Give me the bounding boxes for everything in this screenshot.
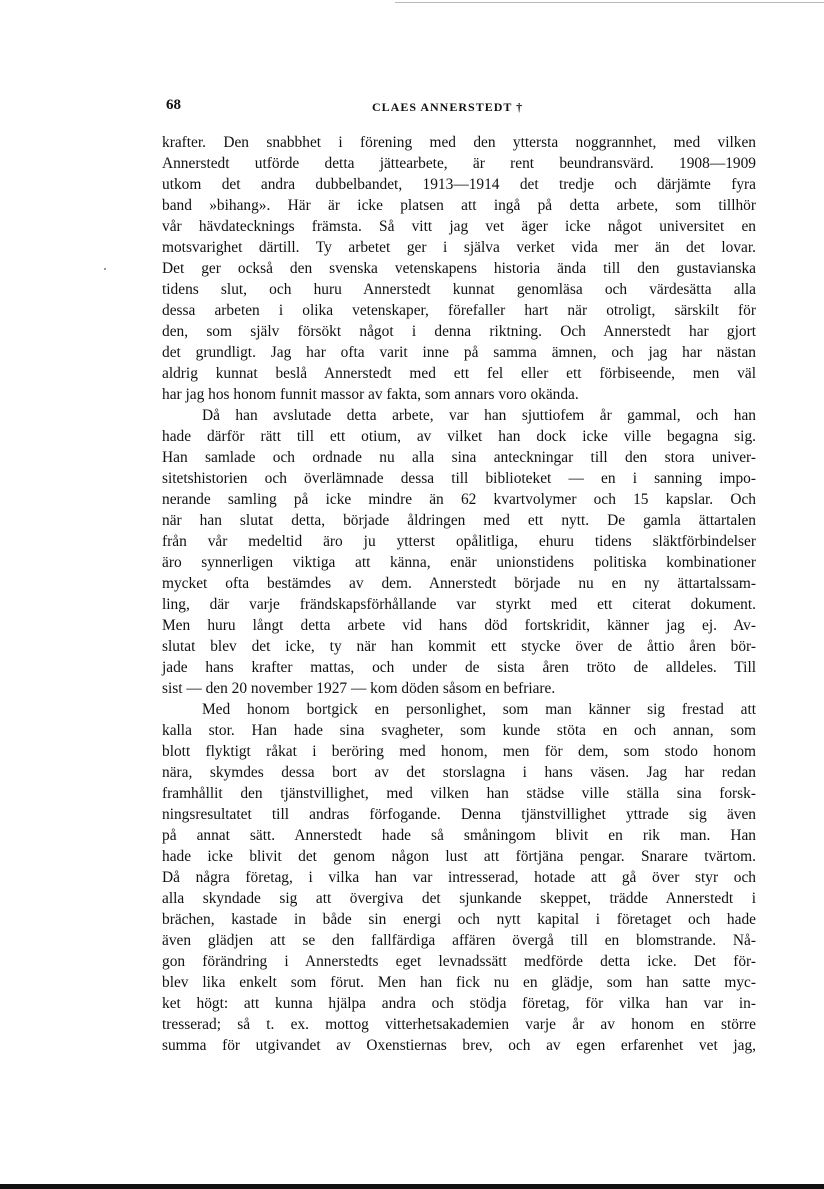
- text-line: tresserad; så t. ex. mottog vitterhetsakademien varje år av honom en större: [162, 1016, 756, 1033]
- text-line: mycket ofta bestämdes av dem. Annerstedt började nu en ny ättartalssam-: [162, 575, 756, 592]
- text-line: Då några företag, i vilka han var intresserad, hotade att gå över styr och: [162, 869, 756, 886]
- text-line: hade därför rätt till ett otium, av vilket han dock icke ville begagna sig.: [162, 428, 756, 445]
- margin-speck: [104, 268, 106, 270]
- page-number: 68: [166, 97, 181, 113]
- text-line: aldrig kunnat beslå Annerstedt med ett fel eller ett förbiseende, men väl: [162, 365, 756, 382]
- text-line: det grundligt. Jag har ofta varit inne på samma ämnen, och jag har nästan: [162, 344, 756, 361]
- text-line: alla skyndade sig att övergiva det sjunkande skeppet, trädde Annerstedt i: [162, 890, 756, 907]
- text-line: när han slutat detta, började åldringen med ett nytt. De gamla ättartalen: [162, 512, 756, 529]
- text-line: band »bihang». Här är icke platsen att ingå på detta arbete, som tillhör: [162, 197, 756, 214]
- text-line: även glädjen att se den fallfärdiga affären övergå till en blomstrande. Nå-: [162, 932, 756, 949]
- text-line: ningsresultatet till andras förfogande. Denna tjänstvillighet yttrade sig även: [162, 806, 756, 823]
- text-line: den, som själv försökt något i denna riktning. Och Annerstedt har gjort: [162, 323, 756, 340]
- text-line: Men huru långt detta arbete vid hans död fortskridit, känner jag ej. Av-: [162, 617, 756, 634]
- text-line: jade hans krafter mattas, och under de sista åren tröto de alldeles. Till: [162, 659, 756, 676]
- text-line: framhållit den tjänstvillighet, med vilken han städse ville ställa sina forsk-: [162, 785, 756, 802]
- text-line: Annerstedt utförde detta jättearbete, är rent beundransvärd. 1908—1909: [162, 155, 756, 172]
- text-line: tidens slut, och huru Annerstedt kunnat genomläsa och värdesätta alla: [162, 281, 756, 298]
- text-line: gon förändring i Annerstedts eget levnadssätt medförde detta icke. Det för-: [162, 953, 756, 970]
- text-line: nära, skymdes dessa bort av det storslagna i hans väsen. Jag har redan: [162, 764, 756, 781]
- page-header: [166, 97, 756, 119]
- text-line: slutat blev det icke, ty när han kommit ett stycke över de åttio åren bör-: [162, 638, 756, 655]
- text-line: hade icke blivit det genom någon lust att förtjäna pengar. Snarare tvärtom.: [162, 848, 756, 865]
- text-line: summa för utgivandet av Oxenstiernas brev, och av egen erfarenhet vet jag,: [162, 1037, 756, 1054]
- text-line: sist — den 20 november 1927 — kom döden såsom en befriare.: [162, 680, 556, 697]
- text-line: dessa arbeten i olika vetenskaper, förefaller hart när otroligt, särskilt för: [162, 302, 756, 319]
- text-line: brächen, kastade in både sin energi och nytt kapital i företaget och hade: [162, 911, 756, 928]
- text-line: Med honom bortgick en personlighet, som man känner sig frestad att: [202, 701, 756, 718]
- text-line: blott flyktigt råkat i beröring med honom, men för dem, som stodo honom: [162, 743, 756, 760]
- text-line: Han samlade och ordnade nu alla sina anteckningar till den stora univer-: [162, 449, 756, 466]
- text-line: krafter. Den snabbhet i förening med den yttersta noggrannhet, med vilken: [162, 134, 756, 151]
- text-line: ling, där varje frändskapsförhållande var styrkt med ett citerat dokument.: [162, 596, 756, 613]
- text-line: Det ger också den svenska vetenskapens historia ända till den gustavianska: [162, 260, 756, 277]
- text-line: sitetshistorien och överlämnade dessa till biblioteket — en i sanning impo-: [162, 470, 756, 487]
- text-line: motsvarighet därtill. Ty arbetet ger i själva verket vida mer än det lovar.: [162, 239, 756, 256]
- text-line: från vår medeltid äro ju ytterst opålitliga, ehuru tidens släktförbindelser: [162, 533, 756, 550]
- text-line: kalla stor. Han hade sina svagheter, som kunde stöta en och annan, som: [162, 722, 756, 739]
- text-line: på annat sätt. Annerstedt hade så småningom blivit en rik man. Han: [162, 827, 756, 844]
- text-line: blev lika enkelt som förut. Men han fick nu en glädje, som han satte myc-: [162, 974, 756, 991]
- text-line: äro synnerligen viktiga att känna, enär unionstidens politiska kombinationer: [162, 554, 756, 571]
- top-edge-rule: [395, 2, 824, 3]
- body-text: [162, 133, 756, 1054]
- text-line: vår hävdatecknings främsta. Så vitt jag vet äger icke något universitet en: [162, 218, 756, 235]
- text-line: Då han avslutade detta arbete, var han sjuttiofem år gammal, och han: [202, 407, 756, 424]
- text-line: utkom det andra dubbelbandet, 1913—1914 det tredje och därjämte fyra: [162, 176, 756, 193]
- bottom-edge-band: [0, 1184, 824, 1189]
- text-line: nerande samling på icke mindre än 62 kvartvolymer och 15 kapslar. Och: [162, 491, 756, 508]
- text-line: ket högt: att kunna hjälpa andra och stödja företag, för vilka han var in-: [162, 995, 756, 1012]
- running-head: CLAES ANNERSTEDT †: [372, 100, 524, 114]
- text-line: har jag hos honom funnit massor av fakta, som annars voro okända.: [162, 386, 579, 403]
